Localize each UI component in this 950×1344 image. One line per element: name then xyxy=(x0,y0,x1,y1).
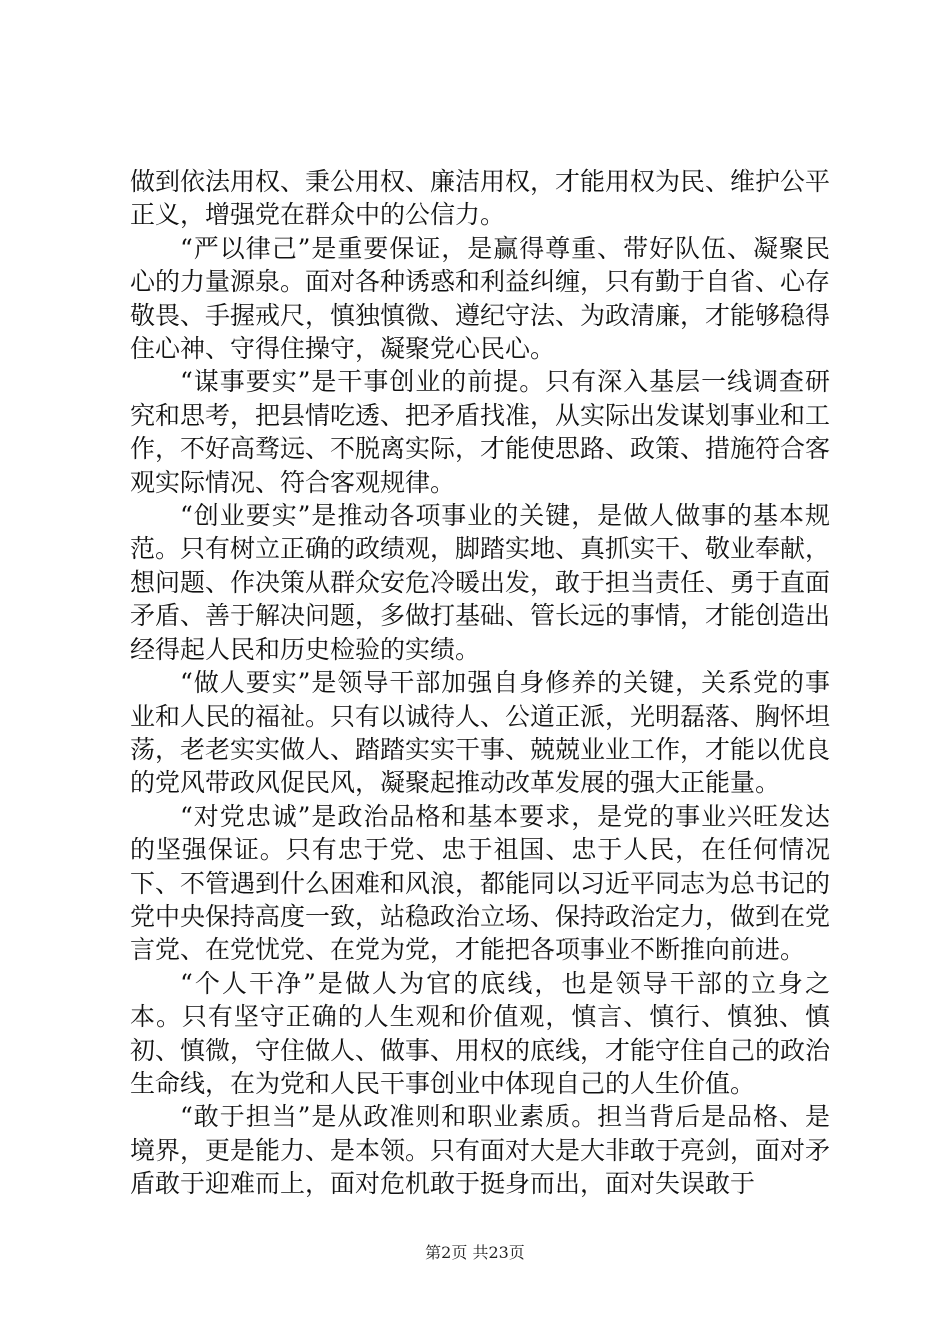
paragraph-strict-self-discipline: “严以律己”是重要保证，是赢得尊重、带好队伍、凝聚民心的力量源泉。面对各种诱惑和利益纠缠，只有勤于自省、心存敬畏、手握戒尺，慎独慎微、遵纪守法、为政清廉，才能够稳得住心神、守得住操守，凝聚党心民心。 xyxy=(130,233,831,364)
paragraph-continuation: 做到依法用权、秉公用权、廉洁用权，才能用权为民、维护公平正义，增强党在群众中的公信力。 xyxy=(130,167,831,230)
paragraph-planning-practical: “谋事要实”是干事创业的前提。只有深入基层一线调查研究和思考，把县情吃透、把矛盾找准，从实际出发谋划事业和工作，不好高骛远、不脱离实际，才能使思路、政策、措施符合客观实际情况、符合客观规律。 xyxy=(130,367,831,497)
document-body xyxy=(130,165,830,1201)
page-number-footer: 第2页 共23页 xyxy=(425,1243,525,1262)
paragraph-enterprise-practical: “创业要实”是推动各项事业的关键，是做人做事的基本规范。只有树立正确的政绩观，脚踏实地、真抓实干、敬业奉献，想问题、作决策从群众安危冷暖出发，敢于担当责任、勇于直面矛盾、善于解决问题，多做打基础、管长远的事情，才能创造出经得起人民和历史检验的实绩。 xyxy=(130,501,831,664)
paragraph-taking-responsibility: “敢于担当”是从政准则和职业素质。担当背后是品格、是境界，更是能力、是本领。只有面对大是大非敢于亮剑，面对矛盾敢于迎难而上，面对危机敢于挺身而出，面对失误敢于 xyxy=(130,1102,831,1199)
paragraph-party-loyalty: “对党忠诚”是政治品格和基本要求，是党的事业兴旺发达的坚强保证。只有忠于党、忠于祖国、忠于人民，在任何情况下、不管遇到什么困难和风浪，都能同以习近平同志为总书记的党中央保持高度一致，站稳政治立场、保持政治定力，做到在党言党、在党忧党、在党为党，才能把各项事业不断推向前进。 xyxy=(130,801,831,965)
paragraph-personal-integrity: “个人干净”是做人为官的底线，也是领导干部的立身之本。只有坚守正确的人生观和价值观，慎言、慎行、慎独、慎初、慎微，守住做人、做事、用权的底线，才能守住自己的政治生命线，在为党和人民干事创业中体现自己的人生价值。 xyxy=(130,968,831,1098)
paragraph-conduct-practical: “做人要实”是领导干部加强自身修养的关键，关系党的事业和人民的福祉。只有以诚待人、公道正派，光明磊落、胸怀坦荡，老老实实做人、踏踏实实干事、兢兢业业工作，才能以优良的党风带政风促民风，凝聚起推动改革发展的强大正能量。 xyxy=(130,668,831,798)
